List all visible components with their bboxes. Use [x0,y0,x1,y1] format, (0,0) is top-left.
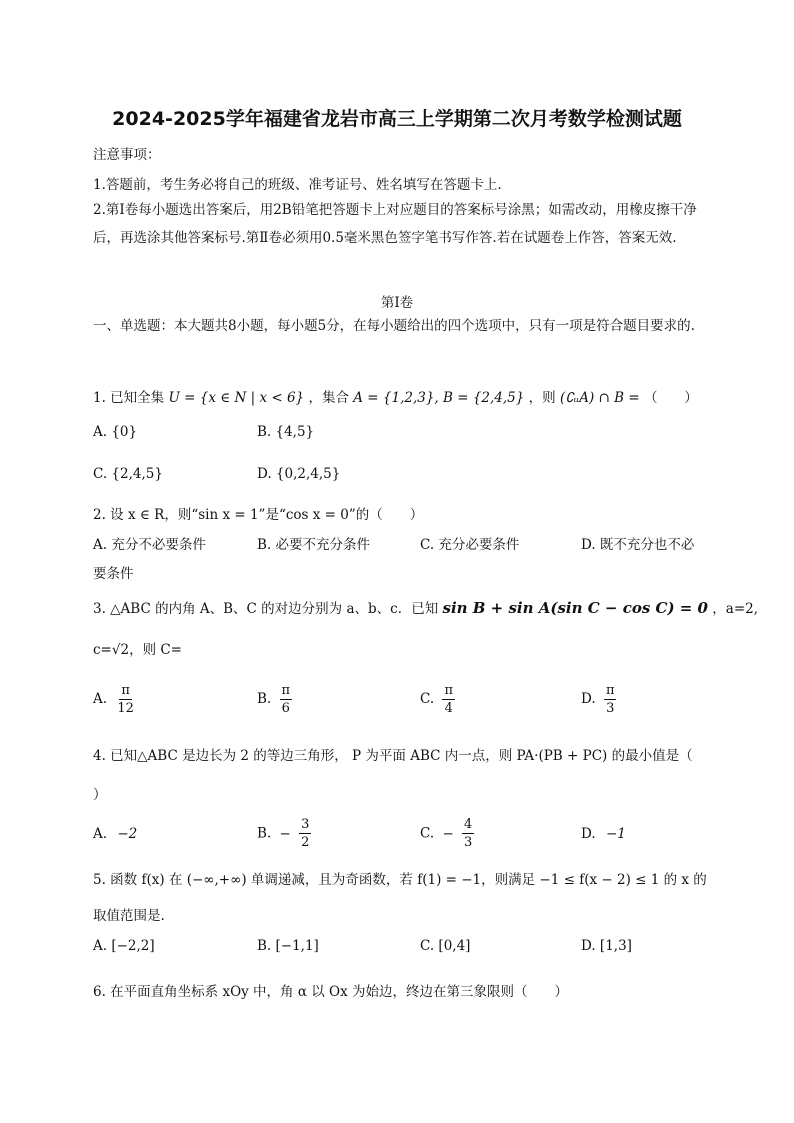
question-3-stem [93,597,758,617]
q3-option-d: D. $\frac{\pi}{3}$ [581,683,615,716]
q3-option-a: A. $\frac{\pi}{12}$ [93,683,134,716]
exam-title: 2024-2025学年福建省龙岩市高三上学期第二次月考数学检测试题 [112,108,682,130]
q1-universal-set: U = {x ∈ N | x < 6} [168,390,305,406]
q2-option-b: B. 必要不充分条件 [257,537,371,553]
q5-stem-tail: 取值范围是. [93,908,165,924]
question-2-stem: 2. 设 x ∈ R，则“sin x = 1”是“cos x = 0”的（ ） [93,507,424,523]
q1-option-d: D. {0,2,4,5} [257,466,341,482]
q1-option-b: B. {4,5} [257,424,315,440]
q4-option-a: A. −2 [93,826,138,842]
q4-option-c: C. − $\frac{4}{3}$ [420,817,473,850]
q4-option-b: B. − $\frac{3}{2}$ [257,817,310,850]
q1-stem-b: ，集合 [308,390,349,406]
q2-option-d: D. 既不充分也不必 [581,537,695,553]
q1-stem-a: 1. 已知全集 [93,390,165,406]
q1-sets: A = {1,2,3}, B = {2,4,5} [353,390,525,406]
q5-option-d: D. [1,3] [581,938,632,954]
part-heading: 一、单选题：本大题共8小题，每小题5分，在每小题给出的四个选项中，只有一项是符合题目要求的. [93,318,695,334]
q4-stem-tail: ） [93,787,107,803]
section-title: 第Ⅰ卷 [380,295,414,311]
q3-option-b: B. $\frac{\pi}{6}$ [257,683,291,716]
q5-option-b: B. [−1,1] [257,938,319,954]
q2-option-c: C. 充分必要条件 [420,537,520,553]
q5-option-a: A. [−2,2] [93,938,155,954]
q5-option-c: C. [0,4] [420,938,471,954]
q1-option-a: A. {0} [93,424,138,440]
question-4-stem: 4. 已知△ABC 是边长为 2 的等边三角形， P 为平面 ABC 内一点，则 PA·(PB + PC) 的最小值是（ [93,748,693,764]
question-6-stem: 6. 在平面直角坐标系 xOy 中，角 α 以 Ox 为始边，终边在第三象限则（ ） [93,984,569,1000]
q3-option-c: C. $\frac{\pi}{4}$ [420,683,453,716]
q2-option-a: A. 充分不必要条件 [93,537,206,553]
q3-equation: sin B + sin A(sin C − cos C) = 0 [442,599,708,617]
q4-option-d: D. −1 [581,826,626,842]
question-5-stem: 5. 函数 f(x) 在 (−∞,+∞) 单调递减，且为奇函数，若 f(1) = −1，则满足 −1 ≤ f(x − 2) ≤ 1 的 x 的 [93,872,707,888]
q3-stem-b: ，a=2, [712,601,759,617]
notice-item-1: 1.答题前，考生务必将自己的班级、准考证号、姓名填写在答题卡上. [93,177,502,193]
question-1-stem [93,386,698,406]
q1-stem-d: （ ） [643,390,698,406]
notice-item-2: 2.第Ⅰ卷每小题选出答案后，用2B铅笔把答题卡上对应题目的答案标号涂黑；如需改动，用橡皮擦干净后，再选涂其他答案标号.第Ⅱ卷必须用0.5毫米黑色签字笔书写作答.若在试题卷上作答，答案无效. [93,202,697,246]
q1-expression: (∁ᵤA) ∩ B = [559,390,640,406]
q1-stem-c: ，则 [528,390,556,406]
notice-heading: 注意事项： [93,147,161,163]
q1-option-c: C. {2,4,5} [93,466,163,482]
q2-stem-tail: 要条件 [93,566,134,582]
q3-stem-a: 3. △ABC 的内角 A、B、C 的对边分别为 a、b、c．已知 [93,601,439,617]
q3-stem-c: c=√2，则 C= [93,642,182,658]
